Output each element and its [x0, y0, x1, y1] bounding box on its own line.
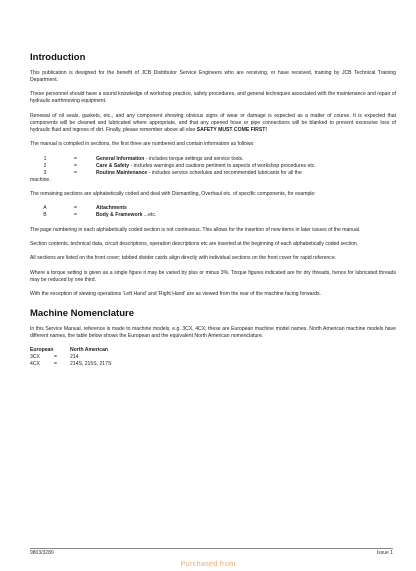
safety-emphasis: SAFETY MUST COME FIRST! [196, 126, 268, 133]
issue-number: Issue 1 [376, 550, 393, 556]
numbered-sections-list [30, 156, 396, 177]
lettered-section-item [30, 205, 396, 212]
equals-sign: = [74, 205, 77, 212]
section-title: Routine Maintenance [96, 169, 148, 176]
section-description: - includes warnings and cautions pertinent to aspects of workshop procedures etc. [129, 162, 316, 169]
section-description: ...etc. [142, 212, 157, 219]
document-number: 9803/3280 [30, 550, 54, 556]
section-description: - includes torque settings and service tools. [144, 155, 244, 162]
section-letter: A [43, 205, 47, 212]
intro-paragraph-6: The page numbering in each alphabetically coded section is not continuous. This allows for the insertion of new items in later issues of the manual. [30, 226, 361, 233]
section-number: 2 [43, 162, 47, 169]
section-description: - includes service schedules and recommended lubricants for all the [147, 169, 302, 176]
section-number: 3 [43, 169, 47, 176]
header-european: European [30, 347, 54, 354]
table-row [30, 361, 396, 368]
cell-european: 3CX [30, 354, 40, 360]
header-north-american: North American [70, 347, 109, 354]
equals-sign: = [74, 155, 77, 162]
numbered-section-item [30, 170, 396, 177]
section-title: Body & Framework [96, 212, 143, 219]
purchase-watermark: Purchased from [180, 559, 236, 568]
cell-european: 4CX [30, 360, 40, 367]
equals-sign: = [74, 162, 77, 169]
section-title: General Information [96, 155, 145, 162]
lettered-sections-list [30, 205, 396, 219]
numbered-list-wrap-text: machine. [30, 176, 51, 183]
cell-equals: = [54, 360, 57, 367]
footer-divider [30, 548, 393, 549]
intro-paragraph-4: The manual is compiled in sections, the first three are numbered and contain information as follows: [30, 141, 255, 148]
intro-paragraph-2: These personnel should have a sound knowledge of workshop practice, safety procedures, and general techniques associated with the maintenance and repair of hydraulic earthmoving equipment. [30, 91, 396, 105]
machine-nomenclature-heading: Machine Nomenclature [30, 308, 134, 320]
section-number: 1 [43, 155, 47, 162]
intro-paragraph-10: With the exception of slewing operations 'Left Hand' and 'Right Hand' are as viewed from the rear of the machine facing forwards. [30, 290, 321, 297]
introduction-heading: Introduction [30, 52, 86, 63]
intro-paragraph-7: Section contents, technical data, circuit descriptions, operation descriptions etc are inserted at the beginning of each alphabetically coded section. [30, 241, 359, 247]
table-header-row [30, 347, 396, 354]
equals-sign: = [74, 169, 77, 176]
intro-paragraph-5: The remaining sections are alphabetically coded and deal with Dismantling, Overhaul etc. of specific components, for example: [30, 191, 316, 198]
intro-paragraph-1: This publication is designed for the benefit of JCB Distributor Service Engineers who are receiving, or have received, training by JCB Technical Training Department. [30, 70, 396, 84]
section-title: Attachments [96, 205, 127, 212]
equals-sign: = [74, 212, 77, 219]
lettered-section-item [30, 212, 396, 219]
nomenclature-paragraph: In this Service Manual, reference is made to machine models, e.g. 3CX, 4CX, these are European machine model names. North American machine models have different names, the table below shows the European and the equivalent North American nomenclature. [30, 326, 396, 340]
intro-paragraph-9: Where a torque setting is given as a single figure it may be varied by plus or minus 3%. Torque figures indicated are for dry threads, hence for lubricated threads may be reduced by one third. [30, 269, 396, 283]
intro-paragraph-3 [30, 113, 396, 134]
section-title: Care & Safety [96, 162, 130, 169]
cell-equals: = [54, 354, 57, 360]
cell-north-american: 214 [70, 354, 79, 360]
intro-paragraph-8: All sections are listed on the front cover; tabbed divider cards align directly with individual sections on the front cover for rapid reference. [30, 255, 337, 262]
cell-north-american: 214S, 215S, 217S [70, 360, 112, 367]
nomenclature-table [30, 347, 396, 367]
numbered-section-item [30, 156, 396, 163]
intro-paragraph-3-text: Renewal of oil seals, gaskets, etc., and any component showing obvious signs of wear or damage is expected as a matter of course. It is expected that components will be cleaned and lubricated where appropriate, and that any opened hose or pipe connections will be blanked to prevent excessive loss of hydraulic fluid and ingress of dirt. Finally, please remember above all else [30, 112, 396, 133]
numbered-section-item [30, 163, 396, 170]
section-letter: B [43, 212, 47, 219]
document-body [30, 52, 396, 367]
table-row [30, 354, 396, 361]
